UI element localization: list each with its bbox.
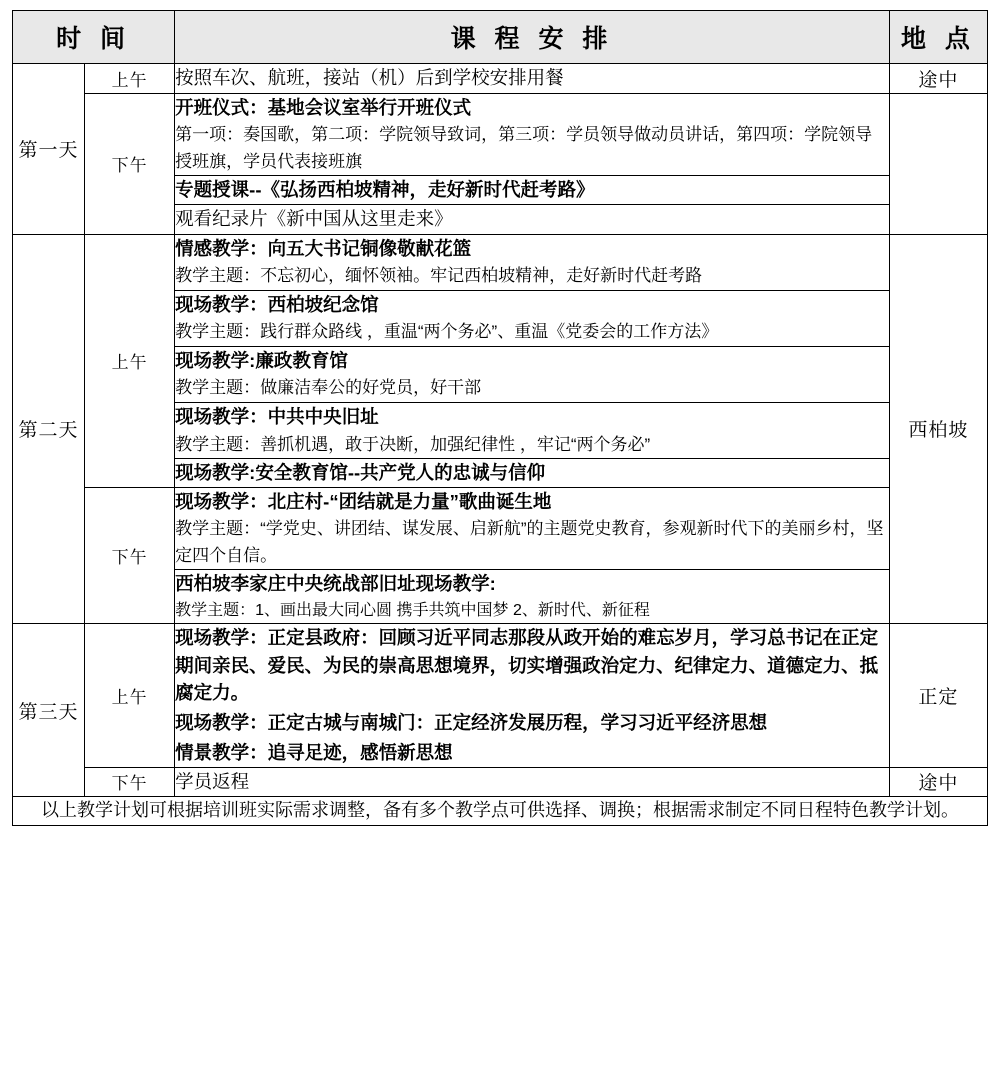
block-subtitle: 教学主题：1、画出最大同心圆 携手共筑中国梦 2、新时代、新征程	[175, 601, 650, 619]
session-content	[175, 346, 890, 402]
block-title: 现场教学：北庄村-“团结就是力量”歌曲诞生地	[175, 490, 552, 512]
block-title: 情景教学：追寻足迹，感悟新思想	[175, 741, 453, 763]
block-title: 现场教学：正定县政府：回顾习近平同志那段从政开始的难忘岁月，学习总书记在正定期间亲民、爱民、为民的崇高思想境界，切实增强政治定力、纪律定力、道德定力、抵腐定力。	[175, 626, 879, 704]
block-subtitle: 教学主题：不忘初心，缅怀领袖。牢记西柏坡精神，走好新时代赶考路	[175, 266, 703, 286]
block-subtitle: 教学主题：践行群众路线 ，重温“两个务必”、重温《党委会的工作方法》	[175, 322, 719, 342]
session-content	[175, 234, 890, 290]
footer-note: 以上教学计划可根据培训班实际需求调整，备有多个教学点可供选择、调换；根据需求制定不同日程特色教学计划。	[13, 797, 988, 826]
block-title: 现场教学:安全教育馆--共产党人的忠诚与信仰	[175, 461, 546, 483]
block-title: 学员返程	[175, 770, 250, 792]
place-label: 正定	[889, 623, 987, 767]
block-title: 按照车次、航班，接站（机）后到学校安排用餐	[175, 67, 564, 88]
block-title: 现场教学：正定古城与南城门：正定经济发展历程，学习习近平经济思想	[175, 712, 768, 734]
block-title: 现场教学：中共中央旧址	[175, 405, 379, 427]
header-time: 时 间	[13, 11, 175, 64]
block-title: 专题授课--《弘扬西柏坡精神，走好新时代赶考路》	[175, 179, 595, 201]
day-label: 第二天	[13, 234, 85, 623]
session-content	[175, 402, 890, 458]
place-label: 途中	[889, 64, 987, 94]
half-label: 下午	[85, 767, 175, 797]
header-place: 地 点	[889, 11, 987, 64]
day-label: 第一天	[13, 64, 85, 235]
table-row	[13, 487, 988, 569]
session-content	[175, 767, 890, 797]
course-schedule-table	[12, 10, 988, 826]
place-label: 途中	[889, 767, 987, 797]
header-course: 课 程 安 排	[175, 11, 890, 64]
block-title: 西柏坡李家庄中央统战部旧址现场教学:	[175, 573, 496, 595]
day-label: 第三天	[13, 623, 85, 796]
session-content	[175, 93, 890, 175]
table-header-row	[13, 11, 988, 64]
session-content	[175, 487, 890, 569]
session-content	[175, 204, 890, 234]
block-subtitle: 教学主题：做廉洁奉公的好党员，好干部	[175, 378, 482, 398]
session-content	[175, 458, 890, 487]
place-label	[889, 93, 987, 234]
session-content	[175, 570, 890, 624]
table-row	[13, 234, 988, 290]
table-row	[13, 623, 988, 767]
table-row	[13, 64, 988, 94]
block-title: 现场教学：西柏坡纪念馆	[175, 293, 379, 315]
table-footer-row	[13, 797, 988, 826]
block-subtitle: 第一项：奏国歌，第二项：学院领导致词，第三项：学员领导做动员讲话，第四项：学院领导授班旗，学员代表接班旗	[175, 125, 873, 171]
half-label: 下午	[85, 93, 175, 234]
half-label: 上午	[85, 234, 175, 487]
block-title: 现场教学:廉政教育馆	[175, 349, 348, 371]
session-content	[175, 64, 890, 94]
block-subtitle: 教学主题：善抓机遇，敢于决断，加强纪律性 ，牢记“两个务必”	[175, 434, 651, 454]
block-title: 情感教学：向五大书记铜像敬献花篮	[175, 237, 472, 259]
block-subtitle: 教学主题：“学党史、讲团结、谋发展、启新航”的主题党史教育，参观新时代下的美丽乡村，坚定四个自信。	[175, 519, 884, 565]
block-title: 观看纪录片《新中国从这里走来》	[175, 207, 453, 229]
place-label: 西柏坡	[889, 234, 987, 623]
session-content	[175, 176, 890, 205]
half-label: 上午	[85, 623, 175, 767]
table-row	[13, 93, 988, 175]
block-title: 开班仪式：基地会议室举行开班仪式	[175, 96, 472, 118]
half-label: 下午	[85, 487, 175, 623]
session-content	[175, 290, 890, 346]
half-label: 上午	[85, 64, 175, 94]
table-row	[13, 767, 988, 797]
session-content	[175, 623, 890, 767]
